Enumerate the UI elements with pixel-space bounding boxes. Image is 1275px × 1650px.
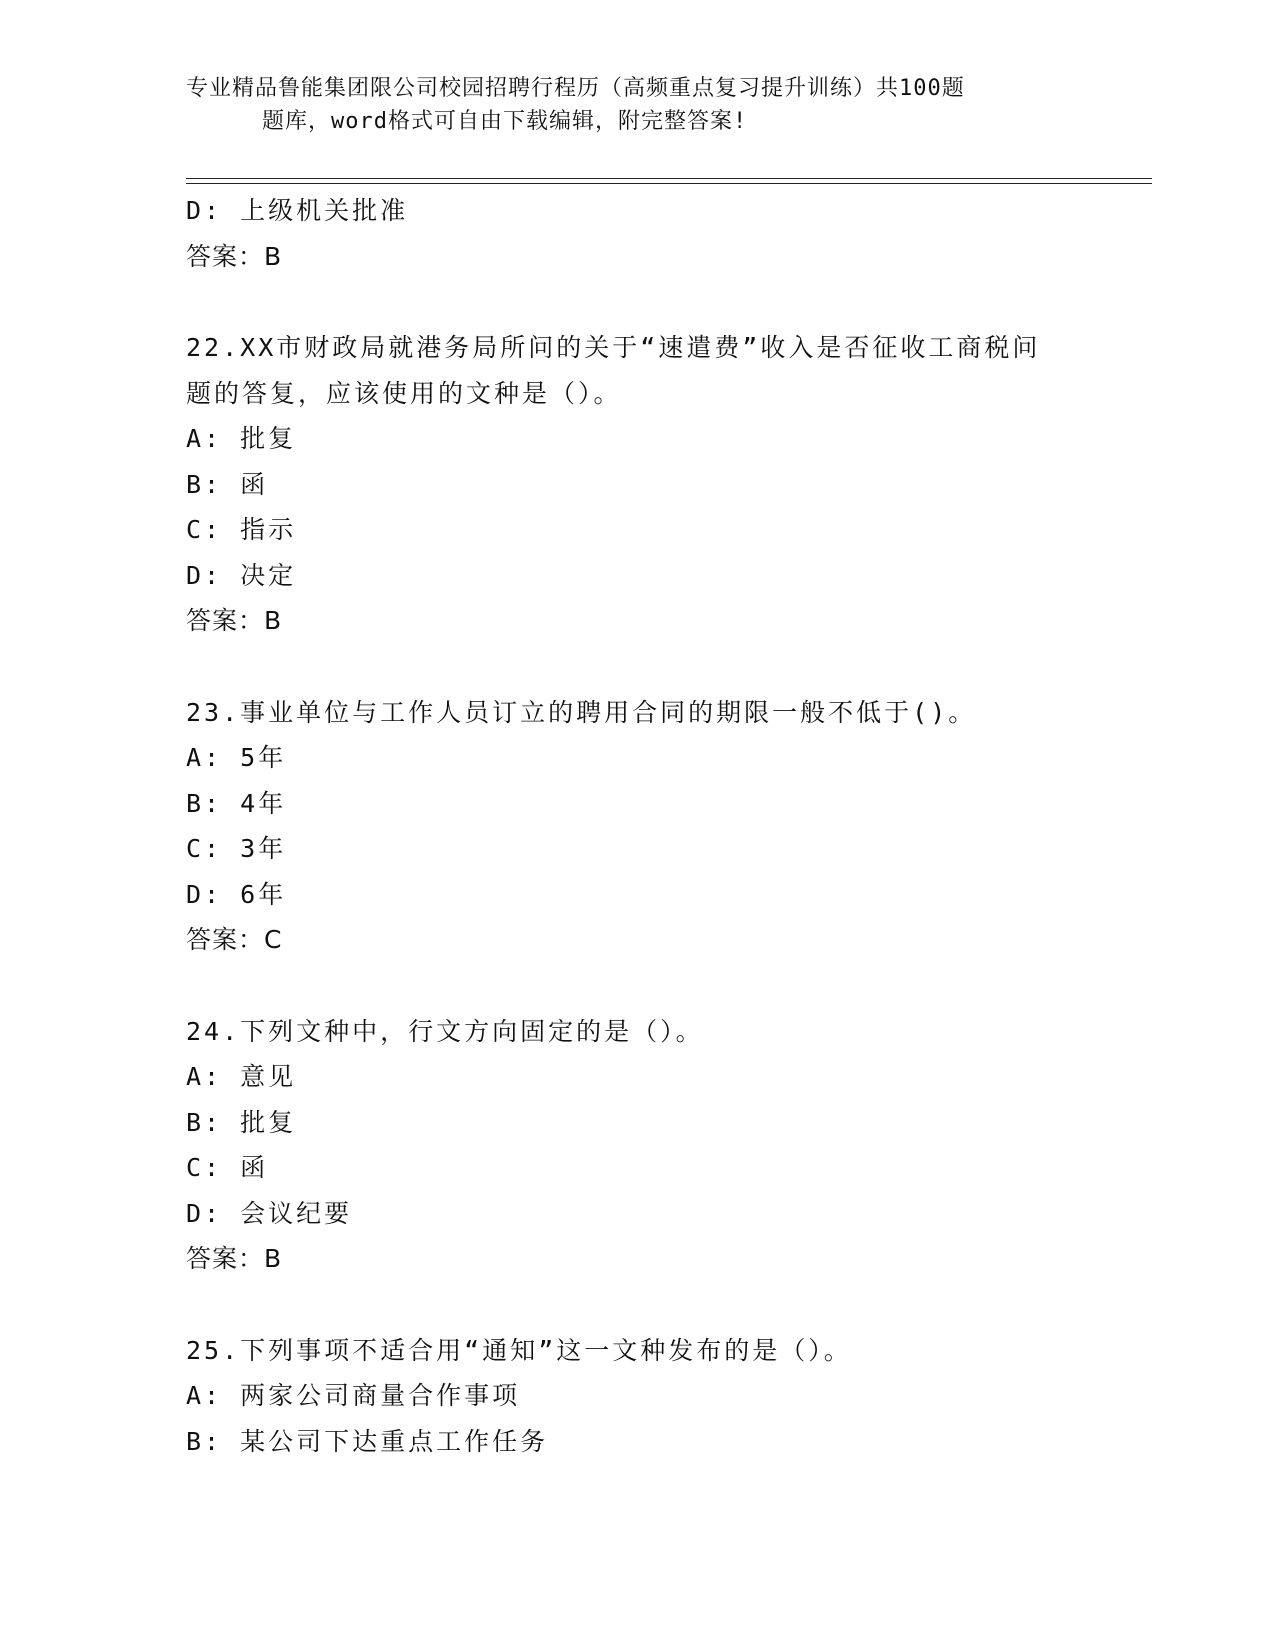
document-body <box>186 188 1086 1464</box>
option-b: B: 4年 <box>186 788 287 818</box>
option-b: B: 批复 <box>186 1107 297 1137</box>
answer: 答案：C <box>186 925 283 954</box>
option-a: A: 5年 <box>186 743 287 772</box>
option-b: B: 某公司下达重点工作任务 <box>186 1426 549 1456</box>
option-b: B: 函 <box>186 469 269 499</box>
answer: 答案：B <box>186 1244 283 1273</box>
document-header <box>186 72 1086 138</box>
header-rule-bottom <box>186 183 1152 184</box>
header-rule-top <box>186 178 1152 179</box>
option-d: D: 会议纪要 <box>186 1198 353 1228</box>
header-title-line2: 题库，word格式可自由下载编辑，附完整答案! <box>262 109 748 134</box>
question-24 <box>186 1009 1086 1282</box>
question-text-line2: 题的答复，应该使用的文种是（）。 <box>186 378 622 408</box>
option-c: C: 函 <box>186 1153 269 1182</box>
option-a: A: 批复 <box>186 424 297 453</box>
answer: 答案：B <box>186 606 283 635</box>
option-c: C: 指示 <box>186 515 297 544</box>
question-23 <box>186 690 1086 963</box>
header-title-line1: 专业精品鲁能集团限公司校园招聘行程历（高频重点复习提升训练）共100题 <box>186 76 965 101</box>
option-d: D: 6年 <box>186 879 287 909</box>
question-text: 25.下列事项不适合用“通知”这一文种发布的是（）。 <box>186 1335 852 1365</box>
answer: 答案：B <box>186 241 283 271</box>
option-a: A: 两家公司商量合作事项 <box>186 1381 521 1410</box>
question-text-line1: 22.XX市财政局就港务局所问的关于“速遣费”收入是否征收工商税问 <box>186 333 1041 362</box>
option-c: C: 3年 <box>186 834 287 863</box>
option-d: D: 上级机关批准 <box>186 196 409 225</box>
option-d: D: 决定 <box>186 560 297 590</box>
question-text: 24.下列文种中，行文方向固定的是（）。 <box>186 1016 704 1046</box>
question-21-tail <box>186 188 1086 279</box>
option-a: A: 意见 <box>186 1062 297 1091</box>
question-22 <box>186 325 1086 644</box>
question-text: 23.事业单位与工作人员订立的聘用合同的期限一般不低于()。 <box>186 697 977 727</box>
question-25 <box>186 1328 1086 1465</box>
